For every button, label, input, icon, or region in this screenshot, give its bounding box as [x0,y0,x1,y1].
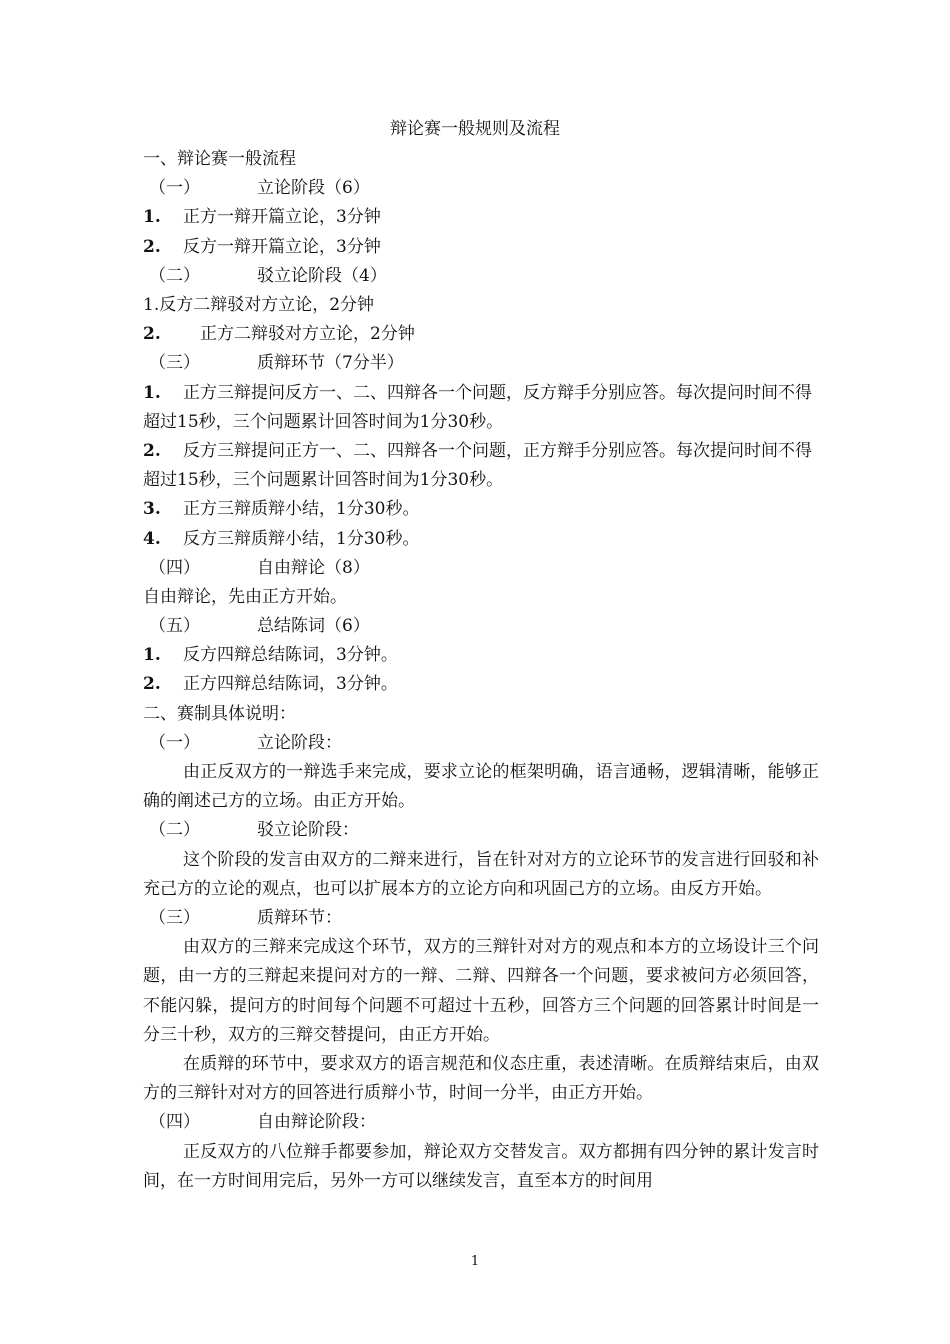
list-item: 1.反方二辩驳对方立论，2分钟 [143,294,375,315]
section-heading: 一、辩论赛一般流程 [143,149,296,169]
subsection-label: （二） [149,820,200,841]
stage-name: 驳立论阶段（4） [257,265,387,286]
stage-label: （二） [149,265,200,286]
item-text: 正方四辩总结陈词，3分钟。 [183,674,398,695]
stage-label: （五） [149,616,200,637]
subsection-name: 立论阶段： [257,732,342,753]
item-number: 1. [143,382,161,403]
section-heading: 二、赛制具体说明： [143,703,296,724]
item-text: 反方三辩提问正方一、二、四辩各一个问题，正方辩手分别应答。每次提问时间不得超过15秒，三个问题累计回答时间为1分30秒。 [143,440,812,491]
page-number: 1 [470,1254,480,1269]
paragraph: 自由辩论，先由正方开始。 [143,586,347,607]
item-number: 4. [143,528,161,549]
stage-heading [143,349,819,378]
item-number: 2. [143,236,161,257]
paragraph: 在质辩的环节中，要求双方的语言规范和仪态庄重，表述清晰。在质辩结束后，由双方的三辩针对对方的回答进行质辩小节，时间一分半，由正方开始。 [143,1054,819,1104]
item-text: 反方一辩开篇立论，3分钟 [183,236,381,257]
subsection-label: （四） [149,1112,200,1133]
stage-heading [143,174,819,203]
document-title: 辩论赛一般规则及流程 [390,119,560,139]
document-body [143,145,819,1196]
item-text: 正方一辩开篇立论，3分钟 [183,207,381,228]
item-number: 2. [143,324,161,345]
item-number: 2. [143,674,161,695]
paragraph: 由双方的三辩来完成这个环节，双方的三辩针对对方的观点和本方的立场设计三个问题，由一方的三辩起来提问对方的一辩、二辩、四辩各一个问题，要求被问方必须回答，不能闪躲，提问方的时间每个问题不可超过十五秒，回答方三个问题的回答累计时间是一分三十秒，双方的三辩交替提问，由正方开始。 [143,937,819,1045]
stage-heading [143,554,819,583]
item-text: 正方三辩提问反方一、二、四辩各一个问题，反方辩手分别应答。每次提问时间不得超过15秒，三个问题累计回答时间为1分30秒。 [143,382,812,432]
stage-label: （三） [149,353,200,374]
paragraph: 由正反双方的一辩选手来完成，要求立论的框架明确，语言通畅，逻辑清晰，能够正确的阐述己方的立场。由正方开始。 [143,762,819,812]
item-text: 反方四辩总结陈词，3分钟。 [183,645,398,666]
item-text: 正方三辩质辩小结，1分30秒。 [183,499,420,520]
stage-label: （一） [149,178,200,199]
subsection-name: 质辩环节： [257,908,342,928]
list-item [143,203,819,232]
stage-name: 立论阶段（6） [257,178,370,199]
subsection-name: 驳立论阶段： [257,820,359,841]
item-number: 3. [143,499,161,520]
subsection-heading [143,1108,819,1137]
subsection-heading [143,729,819,758]
stage-name: 质辩环节（7分半） [257,353,404,374]
subsection-name: 自由辩论阶段： [257,1112,376,1133]
list-item [143,641,819,670]
subsection-label: （三） [149,908,200,928]
stage-name: 自由辩论（8） [257,557,370,578]
paragraph: 正反双方的八位辩手都要参加，辩论双方交替发言。双方都拥有四分钟的累计发言时间，在一方时间用完后，另外一方可以继续发言，直至本方的时间用 [143,1141,819,1191]
item-number: 2. [143,440,161,461]
subsection-heading [143,816,819,845]
item-number: 1. [143,645,161,666]
list-item [143,495,819,524]
subsection-heading [143,904,819,933]
stage-label: （四） [149,557,200,578]
stage-name: 总结陈词（6） [257,616,370,637]
paragraph: 这个阶段的发言由双方的二辩来进行，旨在针对对方的立论环节的发言进行回驳和补充己方的立论的观点，也可以扩展本方的立论方向和巩固己方的立场。由反方开始。 [143,849,819,899]
item-text: 正方二辩驳对方立论，2分钟 [200,324,415,345]
item-text: 反方三辩质辩小结，1分30秒。 [183,528,420,549]
item-number: 1. [143,207,161,228]
list-item [143,670,819,699]
list-item [143,437,819,495]
list-item [143,525,819,554]
list-item [143,379,819,437]
stage-heading [143,612,819,641]
stage-heading [143,262,819,291]
subsection-label: （一） [149,732,200,753]
list-item [143,233,819,262]
list-item [143,320,819,349]
